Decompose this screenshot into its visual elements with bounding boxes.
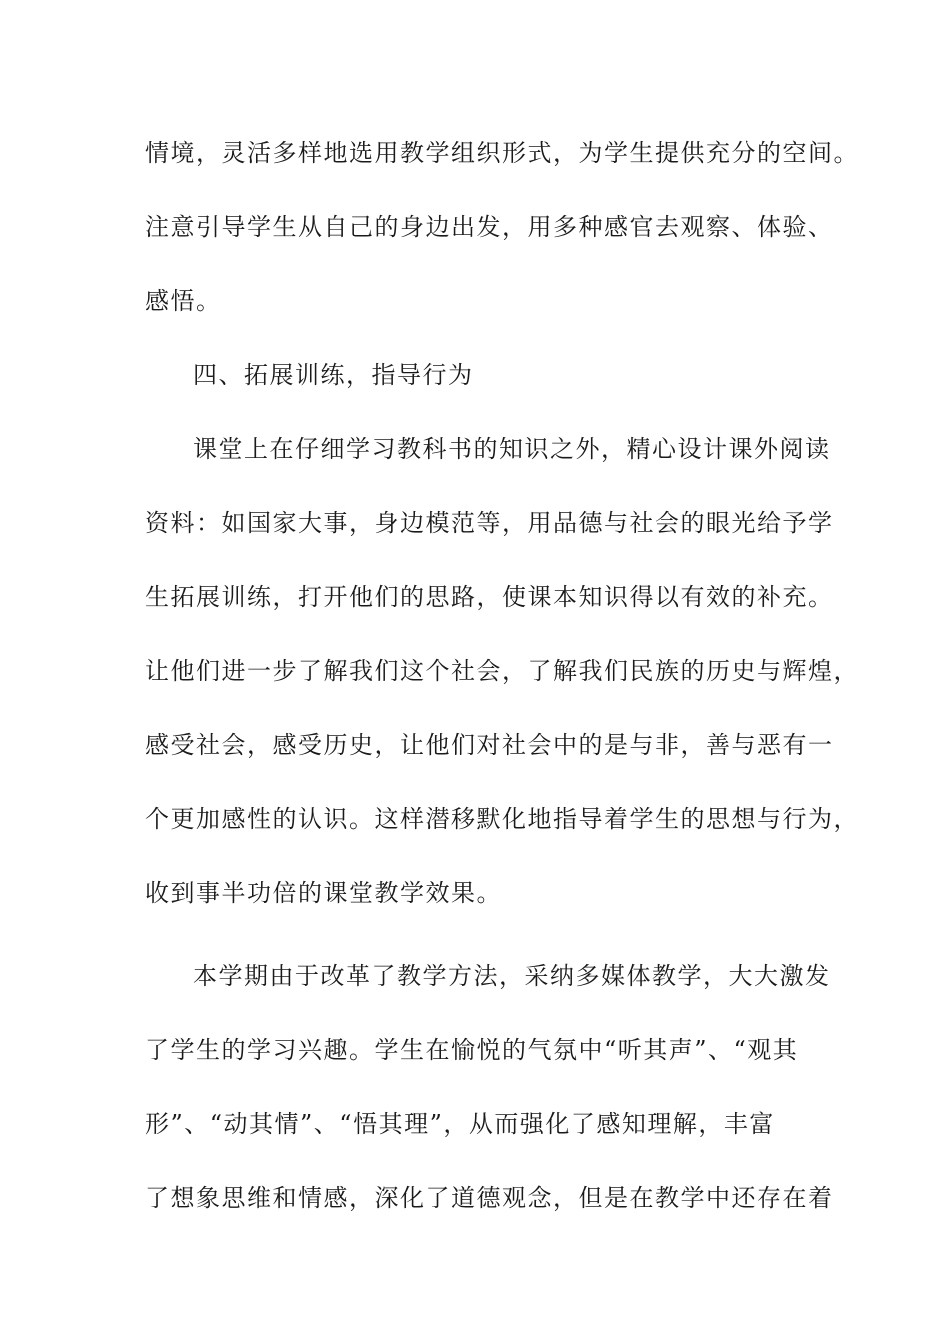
text-line: 生拓展训练，打开他们的思路，使课本知识得以有效的补充。: [145, 583, 834, 611]
text-line: 了想象思维和情感，深化了道德观念，但是在教学中还存在着: [145, 1184, 834, 1212]
text-line: 资料：如国家大事，身边模范等，用品德与社会的眼光给予学: [145, 509, 834, 537]
text-line: 收到事半功倍的课堂教学效果。: [145, 879, 502, 907]
section-heading: 四、拓展训练，指导行为: [193, 361, 474, 389]
text-line: 感受社会，感受历史，让他们对社会中的是与非，善与恶有一: [145, 731, 834, 759]
text-line: 个更加感性的认识。这样潜移默化地指导着学生的思想与行为，: [145, 805, 859, 833]
text-line: 让他们进一步了解我们这个社会，了解我们民族的历史与辉煌，: [145, 657, 859, 685]
text-line: 感悟。: [145, 287, 222, 315]
text-line: 情境，灵活多样地选用教学组织形式，为学生提供充分的空间。: [145, 139, 859, 167]
text-line: 课堂上在仔细学习教科书的知识之外，精心设计课外阅读: [193, 435, 831, 463]
text-line: 了学生的学习兴趣。学生在愉悦的气氛中“听其声”、“观其: [145, 1036, 799, 1064]
text-line: 形”、“动其情”、“悟其理”，从而强化了感知理解，丰富: [145, 1110, 775, 1138]
text-line: 注意引导学生从自己的身边出发，用多种感官去观察、体验、: [145, 213, 834, 241]
text-line: 本学期由于改革了教学方法，采纳多媒体教学，大大激发: [193, 962, 831, 990]
